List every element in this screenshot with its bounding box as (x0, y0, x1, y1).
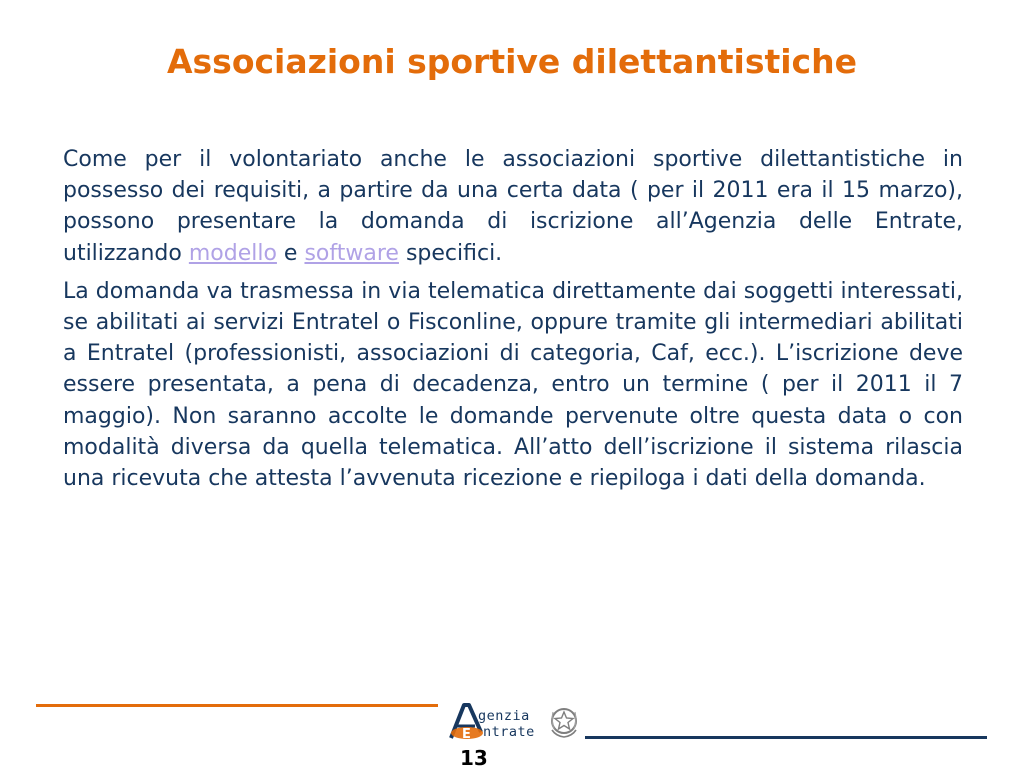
svg-text:E: E (462, 727, 471, 742)
paragraph-1-text-middle: e (276, 240, 305, 266)
slide-body (63, 144, 963, 501)
footer-rule-right (585, 736, 987, 739)
republic-emblem-icon (548, 704, 580, 740)
modello-link[interactable]: modello (188, 240, 277, 266)
paragraph-1-text-start: Come per il volontariato anche le associazioni sportive dilettantistiche in possesso dei requisiti, a partire da una certa data ( per il 2011 era il 15 marzo), possono presentare la domanda di iscrizione all’Agenzia delle Entrate, utilizzando (63, 147, 963, 266)
software-link[interactable]: software (304, 240, 399, 266)
paragraph-1 (63, 144, 963, 269)
agenzia-entrate-logo (446, 700, 582, 746)
paragraph-1-text-end: specifici. (398, 240, 503, 266)
footer-rule-left (36, 704, 438, 707)
paragraph-2: La domanda va trasmessa in via telematica direttamente dai soggetti interessati, se abilitati ai servizi Entratel o Fisconline, oppure tramite gli intermediari abilitati a Entratel (professionisti, associazioni di categoria, Caf, ecc.). L’iscrizione deve essere presentata, a pena di decadenza, entro un termine ( per il 2011 il 7 maggio). Non saranno accolte le domande pervenute oltre questa data o con modalità diversa da quella telematica. All’atto dell’iscrizione il sistema rilascia una ricevuta che attesta l’avvenuta ricezione e riepiloga i dati della domanda. (63, 278, 963, 492)
slide-title: Associazioni sportive dilettantistiche (167, 42, 857, 81)
logo-word-entrate: ntrate (483, 724, 535, 740)
page-number: 13 (460, 746, 488, 768)
logo-word-agenzia: genzia (478, 708, 530, 724)
